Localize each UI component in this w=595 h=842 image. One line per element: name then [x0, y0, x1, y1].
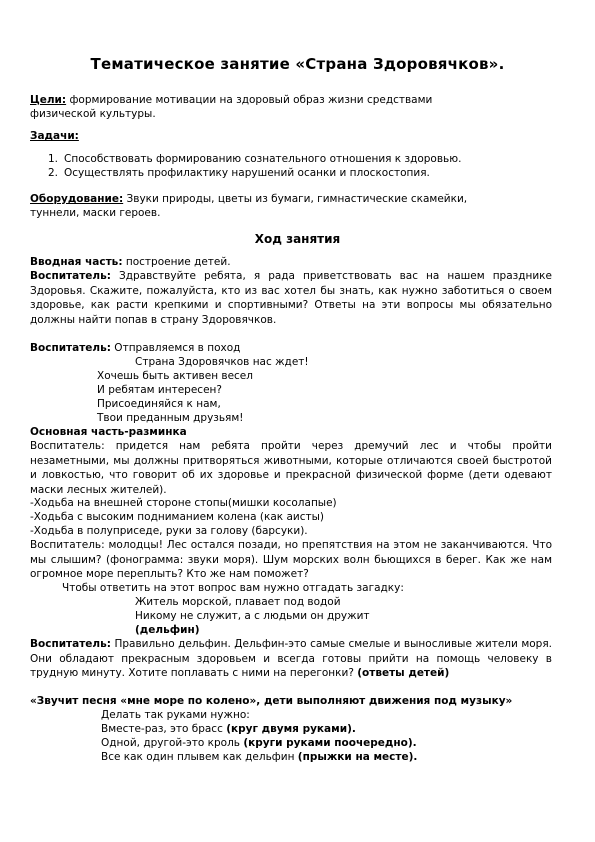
- walk-item: -Ходьба на внешней стороне стопы(мишки косолапые): [30, 497, 337, 509]
- paragraph-text: Правильно дельфин. Дельфин-это самые смелые и выносливые жители моря. Они обладают прекрасным здоровьем и всегда готовы прийти на помощь человеку в трудную минуту. Хотите поплавать с ними на перегонки?: [30, 638, 552, 679]
- goals-line-1: [30, 93, 432, 107]
- paragraph-teacher-1: [30, 269, 552, 327]
- section-heading: Ход занятия: [254, 232, 341, 246]
- poem-line: Хочешь быть активен весел: [97, 370, 253, 382]
- paragraph-teacher-4: Воспитатель: молодцы! Лес остался позади, но препятствия на этом не заканчиваются. Что мы слышим? (фонограмма: звуки моря). Шум морских волн бьющихся в берег. Как же нам огромное море переплыть? Кто же нам поможет?: [30, 539, 552, 580]
- riddle-line: Никому не служит, а с людьми он дружит: [135, 610, 370, 622]
- equipment-line-1: [30, 192, 467, 206]
- page-title: Тематическое занятие «Страна Здоровячков».: [90, 55, 505, 73]
- children-answers: (ответы детей): [357, 667, 450, 679]
- equipment-label: Оборудование:: [30, 193, 124, 205]
- poem-line-text: Вместе-раз, это брасс: [101, 723, 227, 735]
- task-item-text: Способствовать формированию сознательного отношения к здоровью.: [64, 153, 462, 165]
- poem-line: [101, 736, 417, 750]
- teacher-label: Воспитатель:: [30, 342, 111, 354]
- tasks-label: Задачи:: [30, 130, 79, 142]
- goals-text-1: формирование мотивации на здоровый образ жизни средствами: [66, 94, 433, 106]
- poem-line: Страна Здоровячков нас ждет!: [135, 356, 309, 368]
- poem-line: Делать так руками нужно:: [101, 709, 250, 721]
- paragraph-teacher-3: Воспитатель: придется нам ребята пройти через дремучий лес и чтобы пройти незаметными, мы должны притворяться животными, которые отличаются своей быстротой и ловкостью, что говорит об их здоровье и прекрасной физической форме (дети одевают маски лесных жителей).: [30, 440, 552, 496]
- paragraph-teacher-5: [30, 637, 552, 681]
- teacher-label: Воспитатель:: [30, 270, 111, 282]
- goals-label: Цели:: [30, 94, 67, 106]
- paragraph-text: Отправляемся в поход: [110, 342, 241, 354]
- equipment-text-1: Звуки природы, цветы из бумаги, гимнастические скамейки,: [123, 193, 468, 205]
- task-item: 2. Осуществлять профилактику нарушений осанки и плоскостопия.: [48, 167, 430, 179]
- paragraph-text: Здравствуйте ребята, я рада приветствовать вас на нашем празднике Здоровья. Скажите, пожалуйста, кто из вас хотел бы знать, как нужно заботиться о своем здоровье, как расти крепкими и спортивными? Ответы на эти вопросы мы обязательно должны найти попав в страну Здоровячков.: [30, 270, 552, 326]
- movement-note: (круги руками поочередно).: [243, 737, 417, 749]
- task-item: 1. Способствовать формированию сознательного отношения к здоровью.: [48, 153, 462, 165]
- equipment-text-2: туннели, маски героев.: [30, 207, 161, 219]
- song-line: «Звучит песня «мне море по колено», дети выполняют движения под музыку»: [30, 695, 513, 707]
- poem-line: [101, 750, 417, 764]
- riddle-answer: (дельфин): [135, 624, 200, 636]
- poem-line: [101, 722, 356, 736]
- poem-line: И ребятам интересен?: [97, 384, 222, 396]
- movement-note: (прыжки на месте).: [297, 751, 418, 763]
- intro-text: построение детей.: [122, 256, 231, 268]
- intro-label: Вводная часть:: [30, 256, 123, 268]
- poem-line-text: Все как один плывем как дельфин: [101, 751, 298, 763]
- poem-line: Твои преданным друзьям!: [97, 412, 244, 424]
- teacher-label: Воспитатель:: [30, 638, 111, 650]
- main-part-heading: Основная часть-разминка: [30, 426, 187, 438]
- poem-line-text: Одной, другой-это кроль: [101, 737, 244, 749]
- walk-item: -Ходьба с высоким подниманием колена (как аисты): [30, 511, 324, 523]
- poem-line: Присоединяйся к нам,: [97, 398, 221, 410]
- riddle-line: Житель морской, плавает под водой: [135, 596, 341, 608]
- movement-note: (круг двумя руками).: [226, 723, 356, 735]
- riddle-intro: Чтобы ответить на этот вопрос вам нужно отгадать загадку:: [62, 582, 404, 594]
- walk-item: -Ходьба в полуприседе, руки за голову (барсуки).: [30, 525, 308, 537]
- task-item-text: Осуществлять профилактику нарушений осанки и плоскостопия.: [64, 167, 430, 179]
- paragraph-teacher-2: [30, 341, 240, 355]
- goals-text-2: физической культуры.: [30, 108, 156, 120]
- intro-line: [30, 255, 231, 269]
